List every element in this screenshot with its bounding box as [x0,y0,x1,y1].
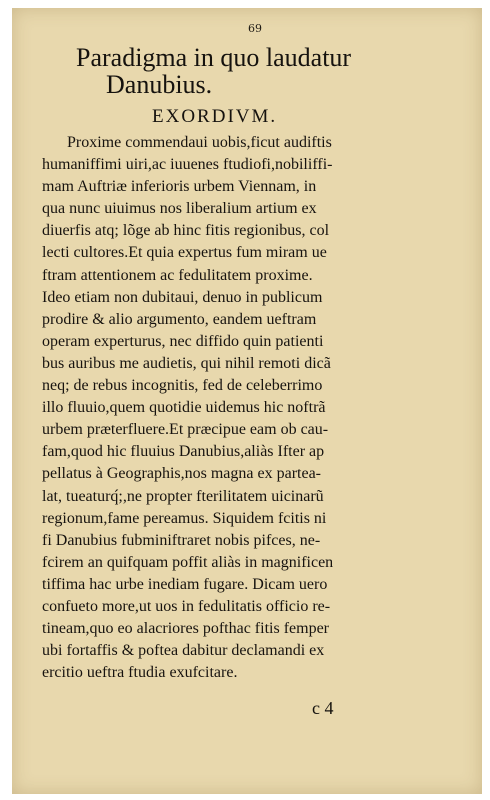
text-line: Ideo etiam non dubitaui, denuo in publicum [42,288,323,306]
text-line: urbem præterfluere.Et præcipue eam ob cau- [42,421,329,439]
text-line: diuerfis atq; lõge ab hinc fitis regionibus, col [42,222,330,240]
text-line: humaniffimi uiri,ac iuuenes ftudiofi,nobiliffi- [42,156,333,174]
body-text [42,132,462,684]
signature-mark: c 4 [312,698,334,718]
text-line: bus auribus me audietis, qui nihil remoti dicã [42,354,331,372]
text-line: lecti cultores.Et quia expertus fum miram ue [42,244,327,262]
text-line: ftram attentionem ac fedulitatem proxime. [42,266,313,284]
text-line: fcirem an quifquam poffit aliàs in magnificen [42,553,334,571]
text-line: operam experturus, nec diffido quin patienti [42,332,324,350]
text-line: prodire & alio argumento, eandem ueftram [42,310,317,328]
text-line: regionum,fame pereamus. Siquidem fcitis ni [42,509,327,527]
text-line: qua nunc uiuimus nos liberalium artium ex [42,200,317,218]
text-line: mam Auftriæ inferioris urbem Viennam, in [42,178,317,196]
text-line: ubi fortaffis & poftea dabitur declamandi ex [42,642,325,660]
section-heading: EXORDIVM. [152,106,278,127]
page-number: 69 [248,22,262,35]
title-line-2: Danubius. [106,70,213,99]
text-line: neq; de rebus incognitis, fed de celeberrimo [42,377,323,395]
text-line: ercitio ueftra ftudia exufcitare. [42,664,238,682]
text-line: tineam,quo eo alacriores pofthac fitis femper [42,620,329,638]
text-line: fam,quod hic fluuius Danubius,aliàs Ifter ap [42,443,325,461]
title-line-1: Paradigma in quo laudatur [76,43,352,72]
text-line: Proxime commendaui uobis,ficut audiftis [67,134,332,151]
book-page [12,8,482,794]
text-line: tiffima hac urbe inediam fugare. Dicam uero [42,575,328,593]
text-line: illo fluuio,quem quotidie uidemus hic noftrã [42,399,326,417]
text-line: pellatus à Geographis,nos magna ex partea- [42,465,322,483]
text-line: fi Danubius fubminiftraret nobis pifces, ne- [42,531,321,549]
text-line: confueto more,ut uos in fedulitatis officio re- [42,597,331,615]
page-title [76,44,351,98]
text-line: lat, tueaturq́;,ne propter fterilitatem uicinarũ [42,487,324,505]
